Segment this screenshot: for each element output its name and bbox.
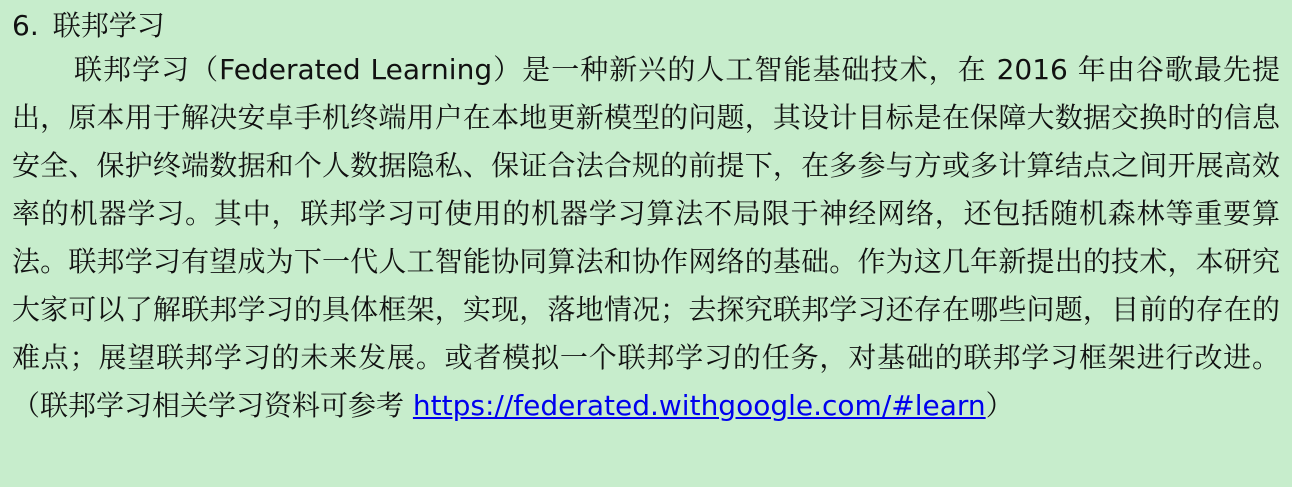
body-paragraph [12, 46, 1280, 430]
paragraph-text: 联邦学习（Federated Learning）是一种新兴的人工智能基础技术，在 2016 年由谷歌最先提出，原本用于解决安卓手机终端用户在本地更新模型的问题，其设计目标是在保障大数据交换时的信息安全、保护终端数据和个人数据隐私、保证合法合规的前提下，在多参与方或多计算结点之间开展高效率的机器学习。其中，联邦学习可使用的机器学习算法不局限于神经网络，还包括随机森林等重要算法。联邦学习有望成为下一代人工智能协同算法和协作网络的基础。作为这几年新提出的技术，本研究大家可以了解联邦学习的具体框架，实现，落地情况；去探究联邦学习还存在哪些问题，目前的存在的难点；展望联邦学习的未来发展。或者模拟一个联邦学习的任务，对基础的联邦学习框架进行改进。（联邦学习相关学习资料可参考 [12, 53, 1280, 422]
learn-link[interactable]: https://federated.withgoogle.com/#learn [412, 389, 986, 422]
section-heading [12, 6, 1280, 46]
paragraph-closing: ） [985, 389, 1014, 422]
section-title: 联邦学习 [52, 9, 165, 42]
section-number: 6. [12, 9, 39, 42]
